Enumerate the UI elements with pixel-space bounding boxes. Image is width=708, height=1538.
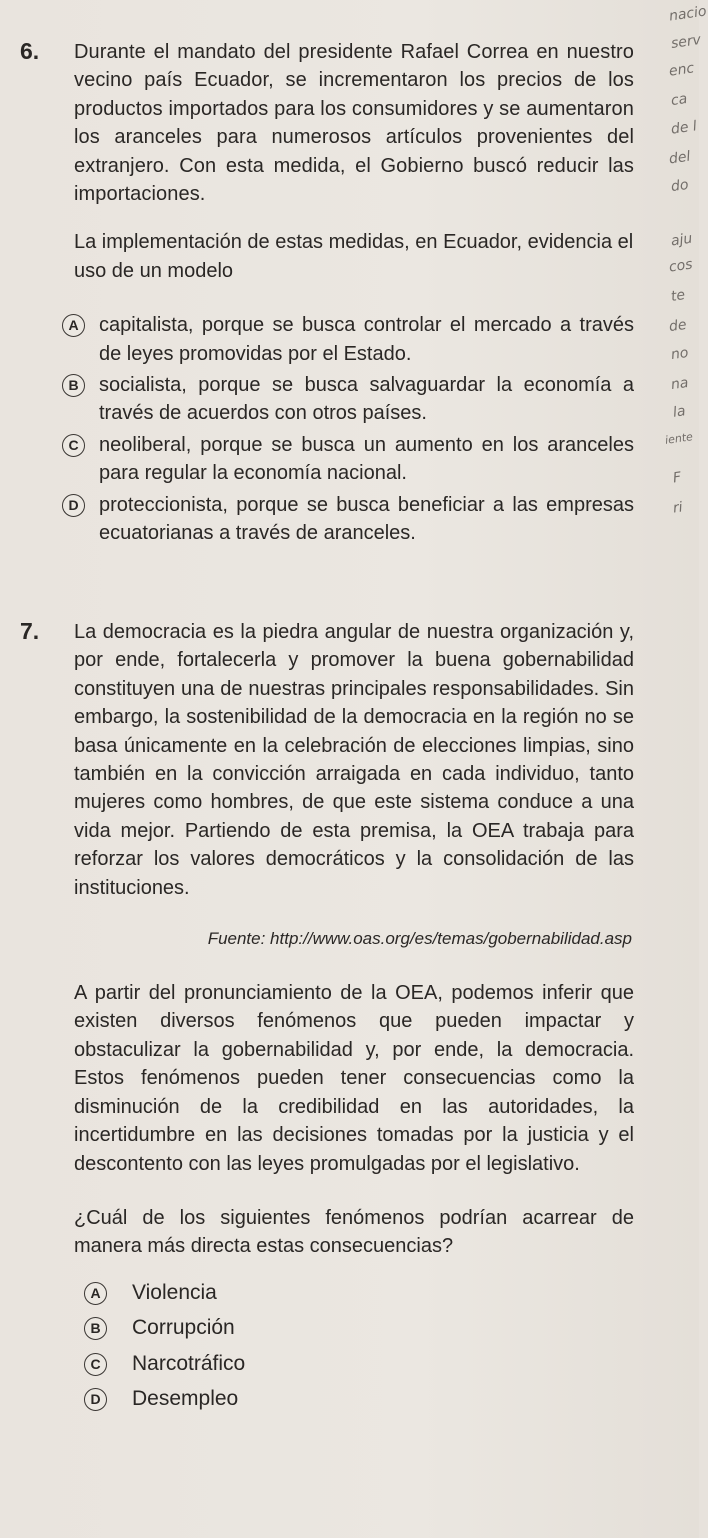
answer-options (84, 1279, 634, 1414)
margin-fragment: la (671, 403, 687, 421)
question-7 (20, 618, 634, 1420)
margin-fragment: serv (670, 31, 702, 53)
margin-fragment: cos (668, 256, 694, 276)
margin-fragment: iente (664, 430, 694, 447)
question-prompt: La implementación de estas medidas, en Ecuador, evidencia el uso de un modelo (74, 231, 634, 282)
margin-fragment: te (669, 287, 687, 305)
option-letter-badge: C (62, 434, 85, 457)
option-text: capitalista, porque se busca controlar el mercado a través de leyes promovidas por el Estado. (99, 314, 634, 365)
option-d[interactable] (84, 1385, 634, 1413)
option-a[interactable] (62, 311, 634, 368)
option-letter-badge: A (62, 314, 85, 337)
reading-passage: La democracia es la piedra angular de nuestra organización y, por ende, fortalecerla y promover la buena gobernabilidad constituyen una de nuestras principales responsabilidades. Sin embargo, la sostenibilidad de la democracia en la región no se basa únicamente en la celebración de elecciones limpias, sino también en la convicción arraigada en cada individuo, tanto mujeres como hombres, de que este sistema conduce a una vida mejor. Partiendo de esta premisa, la OEA trabaja para reforzar los valores democráticos y la consolidación de las instituciones. (74, 621, 634, 899)
adjacent-column-fragments (649, 0, 708, 820)
option-text: Corrupción (132, 1316, 235, 1340)
option-letter-badge: B (62, 374, 85, 397)
option-text: socialista, porque se busca salvaguardar la economía a través de acuerdos con otros países. (99, 374, 634, 425)
margin-fragment: aju (669, 230, 694, 250)
question-6 (20, 38, 634, 551)
option-text: proteccionista, porque se busca beneficiar a las empresas ecuatorianas a través de aranceles. (99, 493, 634, 545)
option-text: neoliberal, porque se busca un aumento en los aranceles para regular la economía nacional. (99, 433, 634, 485)
option-letter-badge: B (84, 1317, 107, 1340)
option-letter-badge: D (84, 1388, 107, 1411)
option-text: Violencia (132, 1280, 217, 1304)
source-citation: Fuente: http://www.oas.org/es/temas/gobernabilidad.asp (207, 929, 632, 949)
option-text: Desempleo (132, 1386, 239, 1410)
option-c[interactable] (84, 1350, 634, 1378)
option-text: Narcotráfico (132, 1351, 246, 1375)
question-number: 7. (20, 618, 40, 644)
option-letter-badge: A (84, 1282, 107, 1305)
margin-fragment: F (671, 469, 683, 487)
option-letter-badge: D (62, 494, 85, 517)
margin-fragment: enc (668, 60, 696, 80)
option-b[interactable] (62, 371, 634, 428)
margin-fragment: no (669, 344, 690, 364)
margin-fragment: na (669, 374, 690, 394)
context-paragraph: A partir del pronunciamiento de la OEA, podemos inferir que existen diversos fenómenos que pueden impactar y obstaculizar la gobernabilidad y, por ende, la democracia. Estos fenómenos pueden tener consecuencias como la disminución de la credibilidad en las autoridades, la incertidumbre en las decisiones tomadas por la justicia y el descontento con las leyes promulgadas por el legislativo. (74, 982, 634, 1175)
option-c[interactable] (62, 431, 634, 488)
margin-fragment: ca (669, 90, 689, 110)
margin-fragment: del (667, 148, 692, 168)
margin-fragment: do (669, 176, 690, 196)
option-d[interactable] (62, 491, 634, 548)
stem-text: Durante el mandato del presidente Rafael Correa en nuestro vecino país Ecuador, se incrementaron los precios de los productos importados para los consumidores y se aumentaron los aranceles para numerosos artículos provenientes del extranjero. Con esta medida, el Gobierno buscó reducir las importaciones. (74, 41, 634, 206)
option-letter-badge: C (84, 1353, 107, 1376)
question-stem (74, 38, 634, 208)
question-prompt: ¿Cuál de los siguientes fenómenos podrían acarrear de manera más directa estas consecuencias? (74, 1206, 634, 1258)
option-b[interactable] (84, 1314, 634, 1342)
question-number: 6. (20, 38, 40, 64)
option-a[interactable] (84, 1279, 634, 1307)
margin-fragment: ri (671, 499, 684, 517)
margin-fragment: de (667, 316, 688, 336)
margin-fragment: de l (670, 118, 698, 138)
answer-options (62, 311, 634, 547)
margin-fragment: nacio (668, 3, 708, 25)
